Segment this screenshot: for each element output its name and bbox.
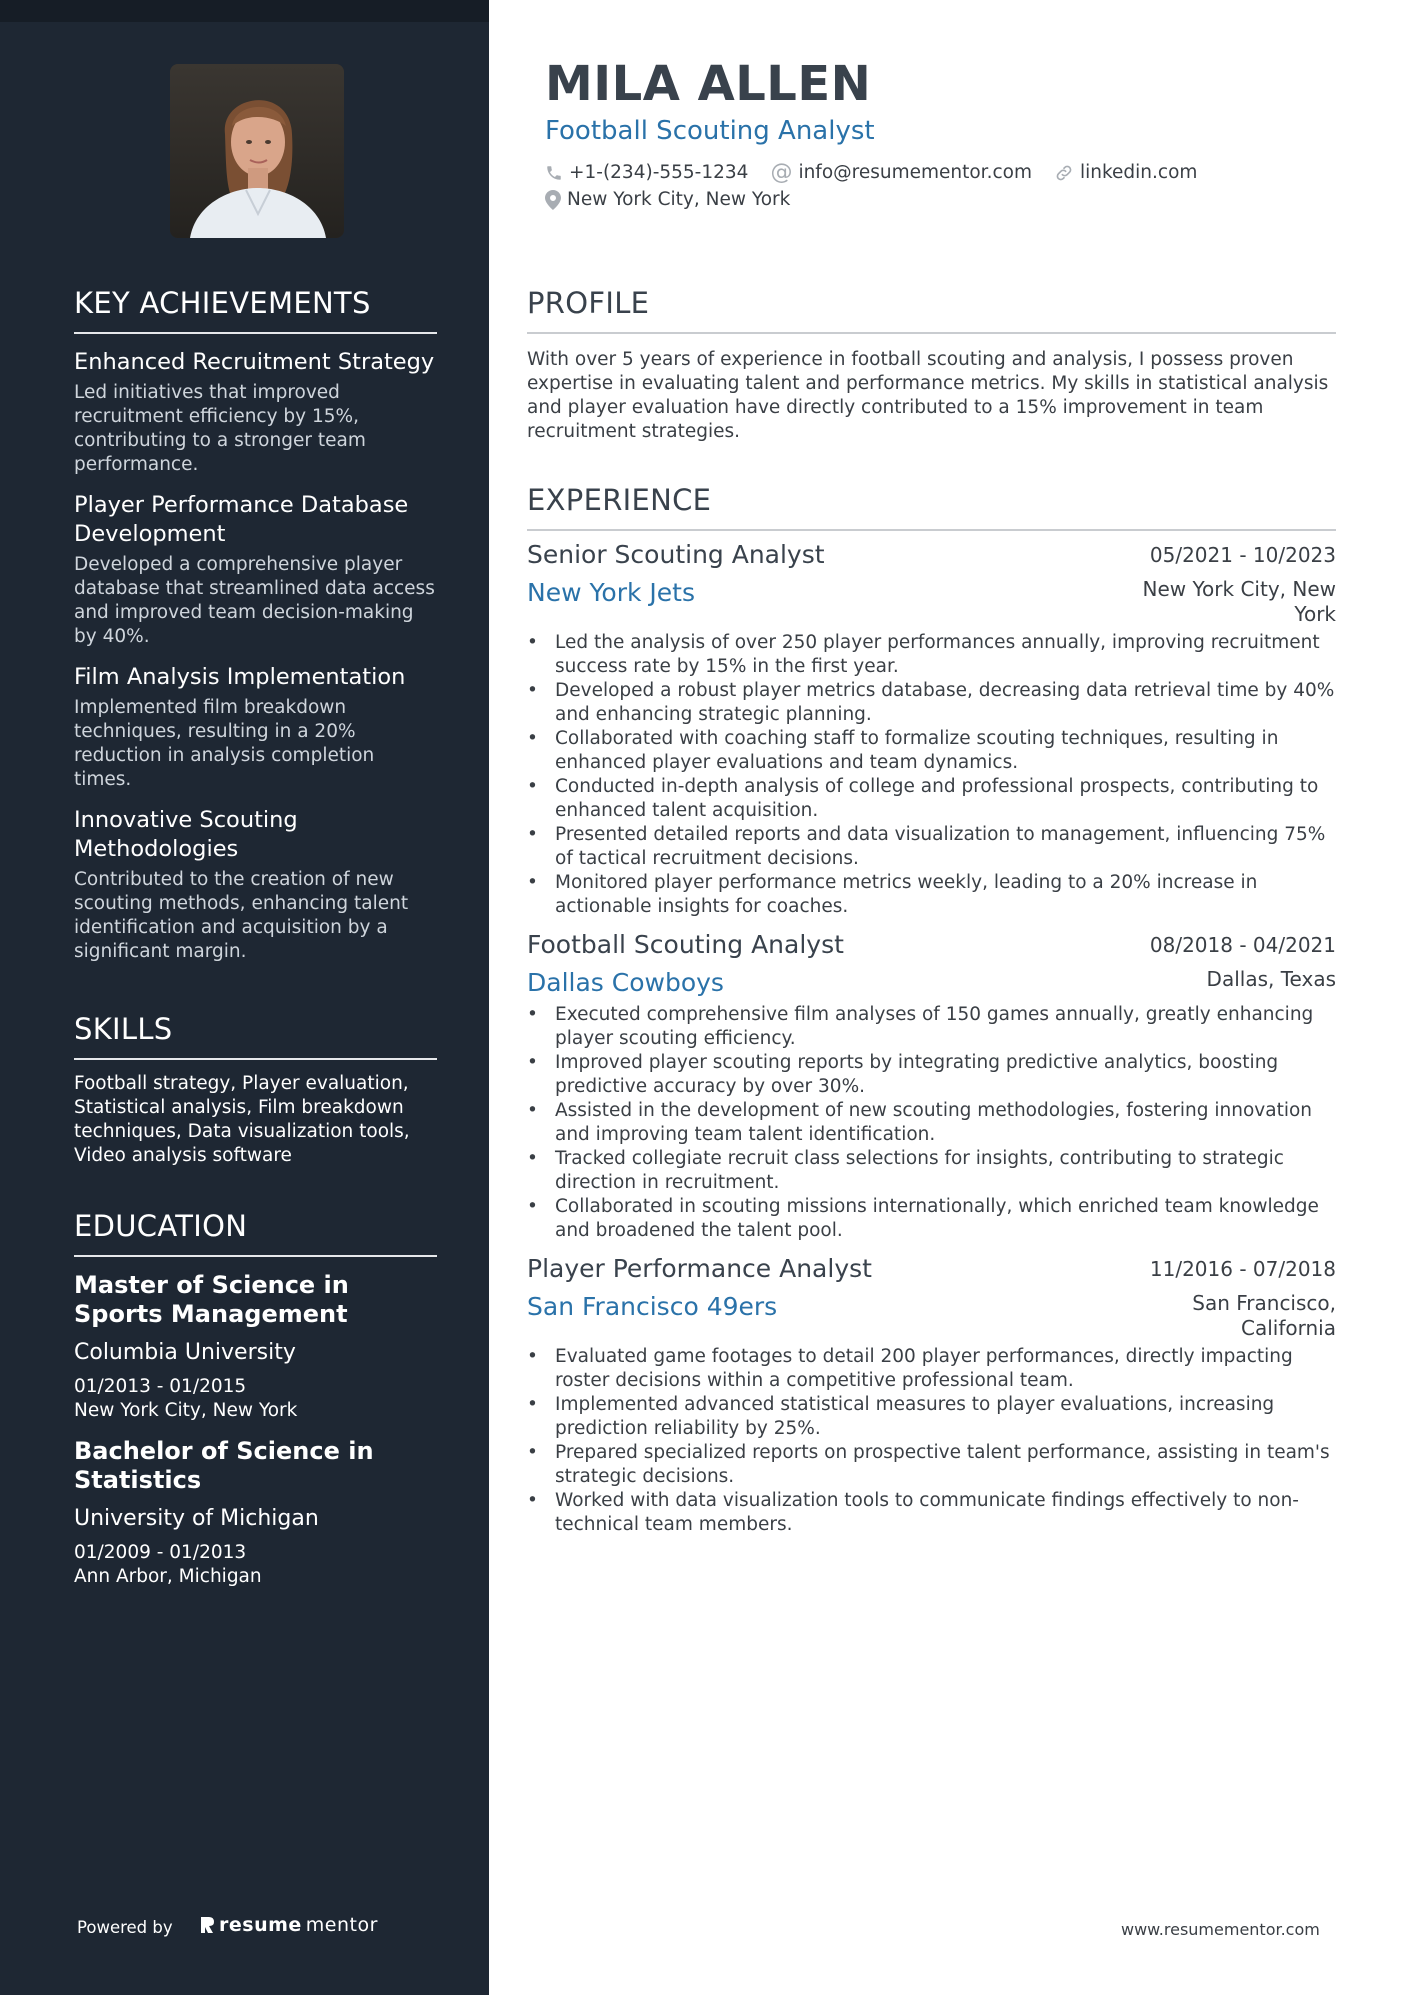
education-location: Ann Arbor, Michigan — [74, 1566, 262, 1587]
job-bullet: • Assisted in the development of new scouting methodologies, fostering innovation and improving team talent identification. — [555, 1099, 1336, 1147]
job-location: New York City, New York — [1142, 577, 1336, 626]
achievement-desc: Contributed to the creation of new scouting methods, enhancing talent identification and acquisition by a significant margin. — [74, 869, 409, 962]
job-bullet: • Improved player scouting reports by integrating predictive analytics, boosting predictive accuracy by over 30%. — [555, 1051, 1336, 1099]
achievement-item — [74, 348, 437, 477]
education-section — [74, 1209, 437, 1589]
job-entry — [527, 929, 1336, 1243]
achievement-item — [74, 806, 437, 964]
location-text: New York City, New York — [567, 189, 791, 210]
education-item — [74, 1271, 437, 1423]
education-item — [74, 1437, 437, 1589]
brand-name-bold: resume — [219, 1914, 302, 1936]
at-icon: @ — [770, 160, 793, 185]
brand-name-light: mentor — [305, 1914, 378, 1936]
linkedin-text: linkedin.com — [1079, 162, 1198, 183]
job-bullets — [527, 1003, 1336, 1243]
achievement-title: Innovative Scouting Methodologies — [74, 807, 298, 862]
contact-linkedin[interactable] — [1054, 160, 1197, 185]
job-entry — [527, 1253, 1336, 1537]
job-bullet: • Developed a robust player metrics database, decreasing data retrieval time by 40% and enhancing strategic planning. — [555, 679, 1336, 727]
job-bullet: • Conducted in-depth analysis of college and professional prospects, contributing to enhanced talent acquisition. — [555, 775, 1336, 823]
education-degree: Master of Science in Sports Management — [74, 1271, 349, 1328]
achievement-title: Film Analysis Implementation — [74, 664, 406, 690]
brand-mark-icon — [199, 1915, 215, 1935]
powered-by-label: Powered by — [77, 1918, 173, 1937]
skills-heading: SKILLS — [74, 1012, 437, 1060]
job-bullet: • Executed comprehensive film analyses of 150 games annually, greatly enhancing player scouting efficiency. — [555, 1003, 1336, 1051]
phone-text: +1-(234)-555-1234 — [569, 162, 749, 183]
contact-email[interactable] — [770, 160, 1032, 185]
job-entry — [527, 539, 1336, 919]
job-location: San Francisco, California — [1192, 1291, 1336, 1340]
job-title: Player Performance Analyst — [527, 1254, 872, 1283]
email-text: info@resumementor.com — [798, 162, 1032, 183]
job-company: San Francisco 49ers — [527, 1292, 778, 1321]
job-title: Senior Scouting Analyst — [527, 540, 825, 569]
education-degree: Bachelor of Science in Statistics — [74, 1437, 374, 1494]
job-title: Football Scouting Analyst — [527, 930, 844, 959]
profile-heading: PROFILE — [527, 286, 1336, 334]
education-location: New York City, New York — [74, 1400, 298, 1421]
job-bullet: • Tracked collegiate recruit class selections for insights, contributing to strategic direction in recruitment. — [555, 1147, 1336, 1195]
profile-text: With over 5 years of experience in football scouting and analysis, I possess proven expertise in evaluating talent and performance metrics. My skills in statistical analysis and player evaluation have directly contributed to a 15% improvement in team recruitment strategies. — [527, 349, 1329, 442]
job-bullet: • Implemented advanced statistical measures to player evaluations, increasing prediction reliability by 25%. — [555, 1393, 1336, 1441]
achievement-desc: Implemented film breakdown techniques, resulting in a 20% reduction in analysis completion times. — [74, 697, 375, 790]
location-pin-icon — [545, 190, 561, 210]
job-bullet: • Prepared specialized reports on prospective talent performance, assisting in team's strategic decisions. — [555, 1441, 1336, 1489]
achievement-desc: Led initiatives that improved recruitment efficiency by 15%, contributing to a stronger team performance. — [74, 382, 366, 475]
job-dates: 05/2021 - 10/2023 — [1149, 543, 1336, 567]
candidate-role: Football Scouting Analyst — [545, 116, 875, 146]
achievement-desc: Developed a comprehensive player database that streamlined data access and improved team decision-making by 40%. — [74, 554, 435, 647]
phone-icon — [545, 164, 563, 182]
skills-list: Football strategy, Player evaluation, Statistical analysis, Film breakdown techniques, Data visualization tools, Video analysis software — [74, 1073, 410, 1166]
link-icon — [1054, 163, 1074, 183]
job-bullet: • Worked with data visualization tools to communicate findings effectively to non-technical team members. — [555, 1489, 1336, 1537]
candidate-name: MILA ALLEN — [545, 56, 872, 112]
achievements-heading: KEY ACHIEVEMENTS — [74, 286, 437, 334]
job-company: Dallas Cowboys — [527, 968, 724, 997]
job-bullet: • Monitored player performance metrics weekly, leading to a 20% increase in actionable insights for coaches. — [555, 871, 1336, 919]
education-dates: 01/2009 - 01/2013 — [74, 1542, 247, 1563]
brand-logo[interactable] — [199, 1914, 378, 1936]
education-heading: EDUCATION — [74, 1209, 437, 1257]
sidebar-top-band — [0, 0, 489, 22]
experience-heading: EXPERIENCE — [527, 483, 1336, 531]
skills-section — [74, 1012, 437, 1168]
achievement-title: Enhanced Recruitment Strategy — [74, 349, 435, 375]
job-dates: 08/2018 - 04/2021 — [1149, 933, 1336, 957]
job-bullet: • Led the analysis of over 250 player performances annually, improving recruitment success rate by 15% in the first year. — [555, 631, 1336, 679]
achievement-item — [74, 491, 437, 649]
header — [527, 56, 1336, 210]
job-dates: 11/2016 - 07/2018 — [1149, 1257, 1336, 1281]
achievement-title: Player Performance Database Development — [74, 492, 409, 547]
contact-row — [545, 160, 1336, 185]
experience-section — [527, 483, 1336, 1537]
job-bullet: • Evaluated game footages to detail 200 player performances, directly impacting roster decisions within a competitive professional team. — [555, 1345, 1336, 1393]
contact-phone[interactable] — [545, 160, 748, 185]
education-school: Columbia University — [74, 1340, 296, 1365]
education-dates: 01/2013 - 01/2015 — [74, 1376, 247, 1397]
contact-location — [545, 189, 1336, 210]
job-bullet: • Collaborated with coaching staff to formalize scouting techniques, resulting in enhanced player evaluations and team dynamics. — [555, 727, 1336, 775]
profile-photo — [170, 64, 344, 238]
job-company: New York Jets — [527, 578, 696, 607]
job-bullets — [527, 631, 1336, 919]
job-location: Dallas, Texas — [1206, 967, 1336, 991]
job-bullet: • Presented detailed reports and data visualization to management, influencing 75% of tactical recruitment decisions. — [555, 823, 1336, 871]
job-bullets — [527, 1345, 1336, 1537]
footer-url[interactable]: www.resumementor.com — [1121, 1920, 1320, 1939]
job-bullet: • Collaborated in scouting missions internationally, which enriched team knowledge and broadened the talent pool. — [555, 1195, 1336, 1243]
sidebar — [0, 0, 489, 1995]
achievement-item — [74, 663, 437, 792]
profile-section — [527, 286, 1336, 444]
achievements-section — [74, 286, 437, 964]
education-school: University of Michigan — [74, 1506, 319, 1531]
